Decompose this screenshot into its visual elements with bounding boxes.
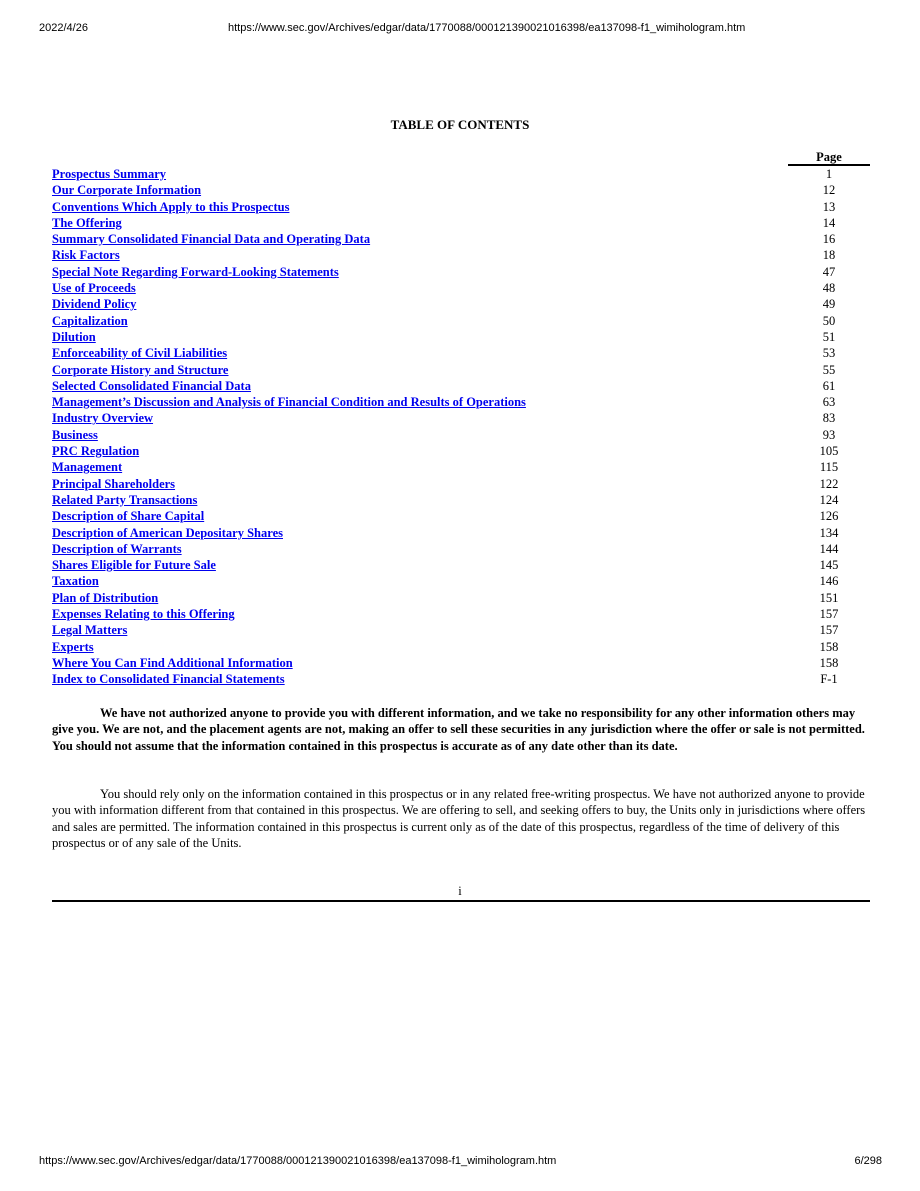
toc-link[interactable]: Legal Matters — [52, 623, 128, 638]
toc-link[interactable]: Index to Consolidated Financial Statements — [52, 672, 285, 687]
toc-row — [52, 655, 870, 671]
toc-link[interactable]: Summary Consolidated Financial Data and Operating Data — [52, 232, 371, 247]
toc-row — [52, 525, 870, 541]
toc-page-number: 63 — [822, 395, 836, 410]
toc-page-number: 18 — [822, 248, 836, 263]
toc-page-number: F-1 — [820, 672, 838, 687]
toc-row — [52, 541, 870, 557]
toc-page-number: 16 — [822, 232, 836, 247]
toc-page-number: 50 — [822, 313, 836, 328]
print-date: 2022/4/26 — [39, 22, 88, 34]
toc-row — [52, 590, 870, 606]
toc-row — [52, 443, 870, 459]
toc-row — [52, 508, 870, 524]
toc-page-number: 49 — [822, 297, 836, 312]
toc-link[interactable]: PRC Regulation — [52, 444, 140, 459]
toc-row — [52, 492, 870, 508]
toc-link[interactable]: Business — [52, 427, 98, 442]
table-of-contents — [52, 149, 870, 688]
print-footer — [39, 1155, 882, 1169]
toc-link[interactable]: Shares Eligible for Future Sale — [52, 558, 216, 573]
toc-row — [52, 247, 870, 263]
toc-header-row — [52, 149, 870, 166]
toc-page-number: 157 — [819, 623, 839, 638]
toc-link[interactable]: Description of American Depositary Shares — [52, 525, 283, 540]
toc-link[interactable]: Use of Proceeds — [52, 281, 136, 296]
toc-row — [52, 606, 870, 622]
toc-link[interactable]: Management — [52, 460, 123, 475]
toc-page-number: 1 — [825, 167, 833, 181]
toc-row — [52, 410, 870, 426]
toc-link[interactable]: Prospectus Summary — [52, 167, 167, 181]
toc-title: TABLE OF CONTENTS — [390, 117, 530, 132]
toc-page-number: 105 — [819, 444, 839, 459]
page-number: i — [458, 884, 462, 898]
toc-page-number: 51 — [822, 329, 836, 344]
toc-page-number: 115 — [819, 460, 839, 475]
toc-row — [52, 459, 870, 475]
toc-link[interactable]: Capitalization — [52, 313, 128, 328]
toc-row — [52, 362, 870, 378]
toc-page-number: 124 — [819, 492, 839, 507]
toc-page-number: 83 — [822, 411, 836, 426]
toc-link[interactable]: Principal Shareholders — [52, 476, 176, 491]
toc-link[interactable]: Industry Overview — [52, 411, 154, 426]
toc-link[interactable]: Risk Factors — [52, 248, 120, 263]
toc-row — [52, 182, 870, 198]
toc-row — [52, 199, 870, 215]
toc-page-number: 14 — [822, 215, 836, 230]
toc-page-number: 145 — [819, 558, 839, 573]
toc-row — [52, 231, 870, 247]
toc-entries — [52, 166, 870, 688]
toc-row — [52, 329, 870, 345]
toc-page-number: 158 — [819, 655, 839, 670]
toc-link[interactable]: Enforceability of Civil Liabilities — [52, 346, 228, 361]
page-column-header: Page — [788, 150, 870, 166]
toc-link[interactable]: Management’s Discussion and Analysis of Financial Condition and Results of Operations — [52, 395, 526, 410]
toc-link[interactable]: Corporate History and Structure — [52, 362, 229, 377]
toc-row — [52, 378, 870, 394]
toc-row — [52, 427, 870, 443]
toc-link[interactable]: Selected Consolidated Financial Data — [52, 378, 251, 393]
toc-page-number: 144 — [819, 541, 839, 556]
toc-row — [52, 296, 870, 312]
toc-page-number: 146 — [819, 574, 839, 589]
toc-row — [52, 345, 870, 361]
toc-link[interactable]: Special Note Regarding Forward-Looking Statements — [52, 264, 339, 279]
footer-url: https://www.sec.gov/Archives/edgar/data/1770088/000121390021016398/ea137098-f1_wimihologram.htm — [39, 1155, 557, 1167]
toc-row — [52, 476, 870, 492]
print-header — [39, 22, 882, 36]
toc-page-number: 158 — [819, 639, 839, 654]
toc-link[interactable]: Description of Share Capital — [52, 509, 205, 524]
toc-link[interactable]: Dilution — [52, 329, 96, 344]
toc-link[interactable]: The Offering — [52, 215, 122, 230]
toc-page-number: 53 — [822, 346, 836, 361]
notice-bold-paragraph: We have not authorized anyone to provide you with different information, and we take no responsibility for any other information others may give you. We are not, and the placement agents are not, making an offer to sell these securities in any jurisdiction where the offer or sale is not permitted. You should not assume that the information contained in this prospectus is accurate as of any date other than its date. — [52, 706, 865, 753]
toc-link[interactable]: Related Party Transactions — [52, 492, 198, 507]
toc-row — [52, 166, 870, 182]
toc-page-number: 157 — [819, 607, 839, 622]
toc-page-number: 12 — [822, 183, 836, 198]
toc-row — [52, 215, 870, 231]
toc-row — [52, 264, 870, 280]
toc-link[interactable]: Taxation — [52, 574, 99, 589]
toc-row — [52, 313, 870, 329]
page-divider — [52, 900, 870, 902]
toc-link[interactable]: Experts — [52, 639, 94, 654]
print-url: https://www.sec.gov/Archives/edgar/data/1770088/000121390021016398/ea137098-f1_wimihologram.htm — [228, 22, 746, 34]
toc-row — [52, 557, 870, 573]
toc-link[interactable]: Plan of Distribution — [52, 590, 159, 605]
toc-row — [52, 573, 870, 589]
footer-page-count: 6/298 — [854, 1155, 882, 1167]
toc-page-number: 151 — [819, 590, 839, 605]
toc-page-number: 47 — [822, 264, 836, 279]
toc-page-number: 126 — [819, 509, 839, 524]
toc-row — [52, 622, 870, 638]
toc-link[interactable]: Dividend Policy — [52, 297, 137, 312]
toc-row — [52, 394, 870, 410]
notice-paragraph: You should rely only on the information contained in this prospectus or in any related free-writing prospectus. We have not authorized anyone to provide you with information different from that contained in this prospectus. We are offering to sell, and seeking offers to buy, the Units only in jurisdictions where offers and sales are permitted. The information contained in this prospectus is current only as of the date of this prospectus, regardless of the time of delivery of this prospectus or of any sale of the Units. — [52, 787, 866, 851]
toc-page-number: 122 — [819, 476, 839, 491]
toc-page-number: 93 — [822, 427, 836, 442]
toc-page-number: 134 — [819, 525, 839, 540]
toc-link[interactable]: Our Corporate Information — [52, 183, 202, 198]
toc-link[interactable]: Expenses Relating to this Offering — [52, 607, 235, 622]
toc-link[interactable]: Where You Can Find Additional Information — [52, 655, 293, 670]
toc-page-number: 61 — [822, 378, 836, 393]
toc-link[interactable]: Description of Warrants — [52, 541, 182, 556]
toc-page-number: 55 — [822, 362, 836, 377]
toc-page-number: 48 — [822, 281, 836, 296]
toc-row — [52, 280, 870, 296]
toc-link[interactable]: Conventions Which Apply to this Prospectus — [52, 199, 290, 214]
toc-row — [52, 639, 870, 655]
toc-row — [52, 671, 870, 687]
toc-page-number: 13 — [822, 199, 836, 214]
